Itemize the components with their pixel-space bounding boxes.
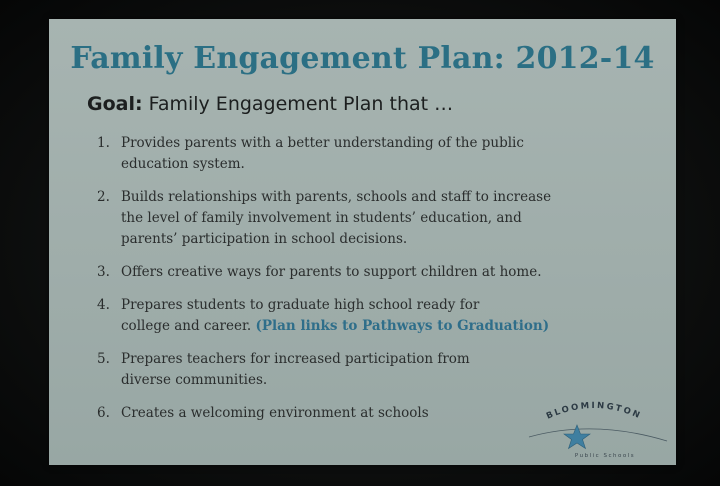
presentation-slide	[49, 19, 676, 465]
item-number: 1.	[97, 135, 110, 151]
list-item	[97, 133, 657, 175]
item-number: 5.	[97, 351, 110, 367]
item-number: 3.	[97, 264, 110, 280]
item-text: the level of family involvement in students’ education, and	[121, 210, 522, 226]
item-text: diverse communities.	[121, 372, 268, 388]
bloomington-logo	[519, 389, 669, 461]
svg-text:BLOOMINGTON	[545, 401, 643, 422]
pathways-note: (Plan links to Pathways to Graduation)	[255, 318, 550, 334]
item-text: parents’ participation in school decisions.	[121, 231, 408, 247]
logo-wordmark: BLOOMINGTON	[544, 400, 644, 422]
item-text: Prepares students to graduate high school ready for	[121, 297, 480, 313]
logo-swoosh-line	[529, 429, 667, 441]
item-number: 4.	[97, 297, 110, 313]
list-item	[97, 349, 657, 391]
item-number: 6.	[97, 405, 110, 421]
item-text: Provides parents with a better understanding of the public	[121, 135, 524, 151]
goal-heading	[87, 93, 453, 115]
item-text: Builds relationships with parents, schools and staff to increase	[121, 189, 552, 205]
item-text: Offers creative ways for parents to support children at home.	[121, 264, 542, 280]
item-text-with-link-note	[121, 316, 657, 337]
item-text: education system.	[121, 156, 245, 172]
list-item	[97, 295, 657, 337]
goal-text: Family Engagement Plan that …	[142, 93, 454, 115]
list-item	[97, 187, 657, 250]
item-text: college and career.	[121, 318, 252, 334]
goal-label: Goal:	[87, 93, 143, 115]
list-item	[97, 262, 657, 283]
item-text: Creates a welcoming environment at schools	[121, 405, 429, 421]
slide-title: Family Engagement Plan: 2012-14	[70, 41, 655, 76]
logo-subtitle: Public Schools	[574, 453, 636, 459]
item-text: Prepares teachers for increased participation from	[121, 351, 470, 367]
item-number: 2.	[97, 189, 110, 205]
